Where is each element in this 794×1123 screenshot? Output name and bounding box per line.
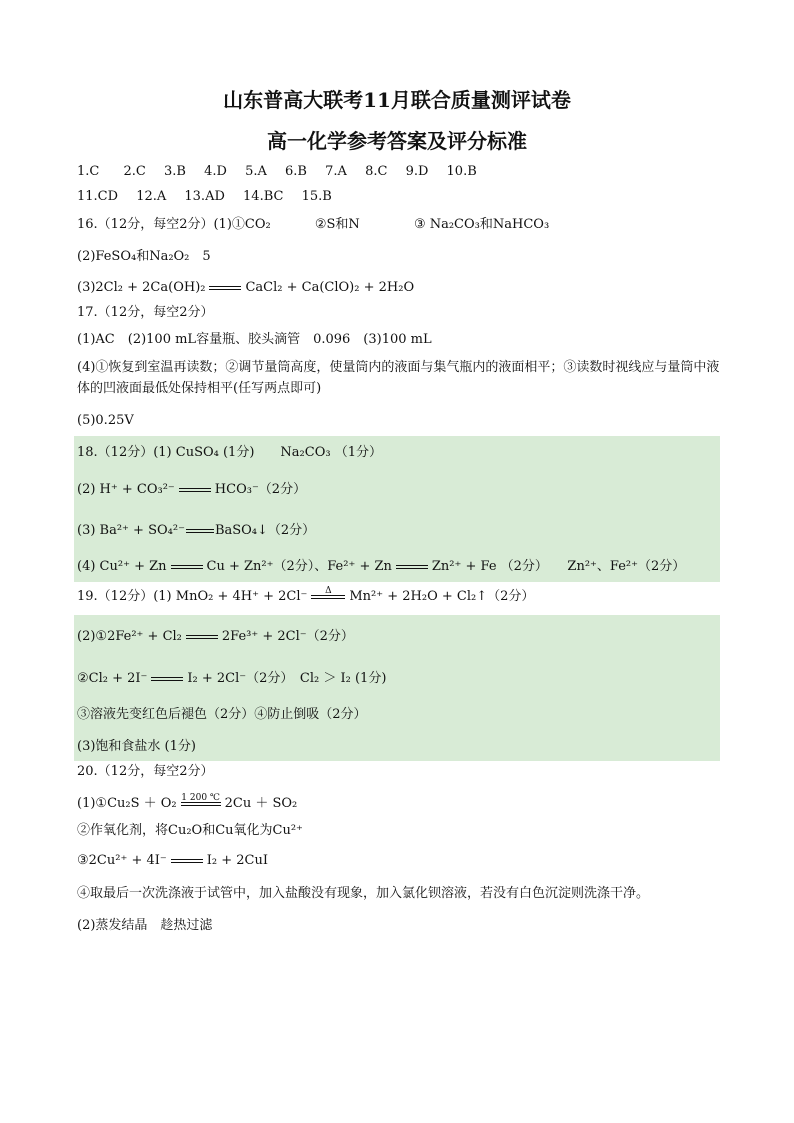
page-subtitle: 高一化学参考答案及评分标准 bbox=[267, 129, 527, 153]
q17-line-5: (5)0.25V bbox=[77, 413, 134, 428]
choice-4: 4.D bbox=[204, 164, 227, 179]
equals-sign bbox=[179, 488, 211, 492]
q16-line-2: (2)FeSO₄和Na₂O₂ 5 bbox=[77, 249, 211, 264]
q20-head: 20.（12分，每空2分） bbox=[77, 764, 214, 779]
q20-eq3-right: I₂ + 2CuI bbox=[206, 853, 268, 868]
q18-eq3-right: BaSO₄↓（2分） bbox=[214, 523, 316, 538]
equals-sign bbox=[171, 859, 203, 863]
q16-head: 16.（12分，每空2分）(1)①CO₂ bbox=[77, 217, 271, 232]
q19-eq2b-right: I₂ + 2Cl⁻（2分） Cl₂ ＞ I₂ (1分) bbox=[187, 671, 387, 686]
equals-sign bbox=[186, 529, 214, 533]
equals-sign bbox=[209, 286, 241, 290]
q16-eq-left: (3)2Cl₂ + 2Ca(OH)₂ bbox=[77, 280, 206, 295]
q17-head: 17.（12分，每空2分） bbox=[77, 305, 214, 320]
q19-line-2c: ③溶液先变红色后褪色（2分）④防止倒吸（2分） bbox=[77, 707, 367, 722]
choice-11: 11.CD bbox=[77, 189, 119, 204]
q16-line-3 bbox=[77, 279, 414, 297]
q18-line-3 bbox=[77, 522, 315, 540]
q17-line-4: (4)①恢复到室温再读数；②调节量筒高度，使量筒内的液面与集气瓶内的液面相平；③读数时视线应与量筒中液体的凹液面最低处保持相平(任写两点即可) bbox=[77, 360, 720, 396]
temp-equals-sign bbox=[181, 792, 221, 806]
choice-14: 14.BC bbox=[243, 189, 284, 204]
equals-sign bbox=[396, 565, 428, 569]
equals-sign bbox=[151, 677, 183, 681]
q18-eq4b-right: Zn²⁺ + Fe （2分） Zn²⁺、Fe²⁺（2分） bbox=[431, 559, 686, 574]
equals-sign bbox=[171, 565, 203, 569]
q17-line-1: (1)AC (2)100 mL容量瓶、胶头滴管 0.096 (3)100 mL bbox=[77, 332, 432, 347]
q18-eq4a-right: Cu + Zn²⁺（2分）、Fe²⁺ + Zn bbox=[206, 559, 392, 574]
choice-5: 5.A bbox=[245, 164, 267, 179]
heat-equals-sign bbox=[311, 585, 345, 599]
q19-eq2b-left: ②Cl₂ + 2I⁻ bbox=[77, 671, 148, 686]
choice-1: 1.C bbox=[77, 164, 100, 179]
choice-15: 15.B bbox=[301, 189, 332, 204]
choice-row-2 bbox=[77, 188, 332, 206]
q18-line-2 bbox=[77, 481, 306, 499]
q18-eq3-left: (3) Ba²⁺ + SO₄²⁻ bbox=[77, 523, 185, 538]
choice-2: 2.C bbox=[123, 164, 146, 179]
q16-answer-1b: ②S和N bbox=[314, 217, 360, 232]
q19-head bbox=[77, 585, 535, 606]
choice-3: 3.B bbox=[164, 164, 186, 179]
q20-eq3-left: ③2Cu²⁺ + 4I⁻ bbox=[77, 853, 167, 868]
q19-line-2a bbox=[77, 628, 354, 646]
q16-eq-right: CaCl₂ + Ca(ClO)₂ + 2H₂O bbox=[245, 280, 415, 295]
q16-line-1 bbox=[77, 216, 549, 234]
q20-line-1b: ②作氧化剂，将Cu₂O和Cu氧化为Cu²⁺ bbox=[77, 823, 303, 838]
q20-line-1c bbox=[77, 852, 268, 870]
q19-line-2b bbox=[77, 670, 386, 688]
heat-condition: Δ bbox=[325, 585, 332, 596]
choice-8: 8.C bbox=[365, 164, 388, 179]
q18-line-4 bbox=[77, 558, 685, 576]
q20-line-2: (2)蒸发结晶 趁热过滤 bbox=[77, 918, 213, 933]
choice-6: 6.B bbox=[285, 164, 307, 179]
choice-10: 10.B bbox=[446, 164, 477, 179]
q18-eq2-right: HCO₃⁻（2分） bbox=[214, 482, 307, 497]
temp-condition: 1 200 ℃ bbox=[181, 792, 220, 803]
q19-eq2a-right: 2Fe³⁺ + 2Cl⁻（2分） bbox=[221, 629, 354, 644]
choice-9: 9.D bbox=[405, 164, 429, 179]
q20-eq1-left: (1)①Cu₂S ＋ O₂ bbox=[77, 796, 177, 811]
choice-7: 7.A bbox=[325, 164, 347, 179]
page-title: 山东普高大联考11月联合质量测评试卷 bbox=[223, 88, 571, 112]
q18-eq4a-left: (4) Cu²⁺ + Zn bbox=[77, 559, 167, 574]
q18-head: 18.（12分）(1) CuSO₄ (1分) Na₂CO₃ （1分） bbox=[77, 445, 382, 460]
q19-eq1-right: Mn²⁺ + 2H₂O + Cl₂↑（2分） bbox=[349, 589, 535, 604]
q16-answer-1c: ③ Na₂CO₃和NaHCO₃ bbox=[413, 217, 550, 232]
q19-eq1-left: 19.（12分）(1) MnO₂ + 4H⁺ + 2Cl⁻ bbox=[77, 589, 308, 604]
q19-line-3: (3)饱和食盐水 (1分) bbox=[77, 739, 196, 754]
equals-sign bbox=[186, 635, 218, 639]
q20-eq1-right: 2Cu ＋ SO₂ bbox=[224, 796, 298, 811]
choice-13: 13.AD bbox=[184, 189, 225, 204]
q18-eq2-left: (2) H⁺ + CO₃²⁻ bbox=[77, 482, 175, 497]
q20-line-1d: ④取最后一次洗涤液于试管中，加入盐酸没有现象，加入氯化钡溶液，若没有白色沉淀则洗涤干净。 bbox=[77, 886, 650, 901]
choice-12: 12.A bbox=[136, 189, 167, 204]
choice-row-1 bbox=[77, 163, 477, 181]
q20-line-1a bbox=[77, 792, 298, 813]
q19-eq2a-left: (2)①2Fe²⁺ + Cl₂ bbox=[77, 629, 182, 644]
